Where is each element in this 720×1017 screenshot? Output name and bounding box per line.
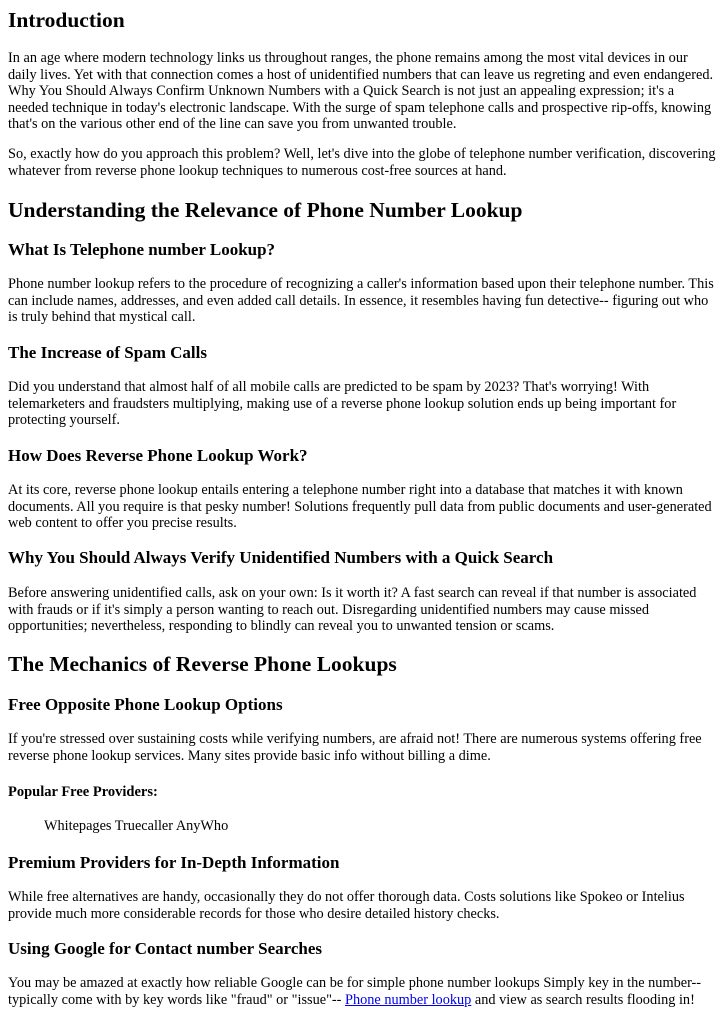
spam-paragraph: Did you understand that almost half of all mobile calls are predicted to be spam by 2023? That's worrying! With telemarketers and fraudsters multiplying, making use of a reverse phone lookup solution ends up being important for protecting yourself. <box>8 379 677 428</box>
how-heading: How Does Reverse Phone Lookup Work? <box>8 446 308 465</box>
google-paragraph <box>8 975 716 1008</box>
google-text-before: You may be amazed at exactly how reliable Google can be for simple phone number lookups Simply key in the number-- typically come with by key words like "fraud" or "issue"-- <box>8 975 702 1008</box>
google-heading: Using Google for Contact number Searches <box>8 939 323 958</box>
how-paragraph: At its core, reverse phone lookup entails entering a telephone number right into a database that matches it with known documents. All you require is that pesky number! Solutions frequently pull data from public documents and user-generated web content to offer you precise results. <box>8 482 712 531</box>
mechanics-heading: The Mechanics of Reverse Phone Lookups <box>8 652 397 676</box>
intro-heading: Introduction <box>8 8 125 32</box>
relevance-heading: Understanding the Relevance of Phone Number Lookup <box>8 198 523 222</box>
google-text-after: and view as search results flooding in! <box>471 991 695 1008</box>
providers-heading: Popular Free Providers: <box>8 784 158 800</box>
premium-paragraph: While free alternatives are handy, occasionally they do not offer thorough data. Costs solutions like Spokeo or Intelius provide much more considerable records for those who desire detailed history checks. <box>8 889 685 922</box>
phone-lookup-link[interactable]: Phone number lookup <box>345 991 472 1008</box>
what-is-paragraph: Phone number lookup refers to the procedure of recognizing a caller's information based upon their telephone number. This can include names, addresses, and even added call details. In essence, it resembles having fun detective-- figuring out who is truly behind that mystical call. <box>8 276 714 325</box>
why-heading: Why You Should Always Verify Unidentified Numbers with a Quick Search <box>8 548 554 567</box>
free-options-heading: Free Opposite Phone Lookup Options <box>8 695 283 714</box>
free-options-paragraph: If you're stressed over sustaining costs while verifying numbers, are afraid not! There are numerous systems offering free reverse phone lookup services. Many sites provide basic info without billing a dime. <box>8 731 702 764</box>
premium-heading: Premium Providers for In-Depth Information <box>8 853 340 872</box>
why-paragraph: Before answering unidentified calls, ask on your own: Is it worth it? A fast search can reveal if that number is associated with frauds or if it's simply a person wanting to reach out. Disregarding unidentified numbers may cause missed opportunities; nevertheless, responding to blindly can reveal you to unwanted tension or scams. <box>8 585 697 634</box>
intro-paragraph-2: So, exactly how do you approach this problem? Well, let's dive into the globe of telephone number verification, discovering whatever from reverse phone lookup techniques to numerous cost-free sources at hand. <box>8 146 716 179</box>
what-is-heading: What Is Telephone number Lookup? <box>8 240 276 259</box>
intro-paragraph-1: In an age where modern technology links us throughout ranges, the phone remains among the most vital devices in our daily lives. Yet with that connection comes a host of unidentified numbers that can leave us regreting and even endangered. Why You Should Always Confirm Unknown Numbers with a Quick Search is not just an appealing expression; it's a needed technique in today's electronic landscape. With the surge of spam telephone calls and prospective rip-offs, knowing that's on the various other end of the line can save you from unwanted trouble. <box>8 50 714 132</box>
spam-heading: The Increase of Spam Calls <box>8 343 207 362</box>
providers-list: Whitepages Truecaller AnyWho <box>44 818 229 834</box>
